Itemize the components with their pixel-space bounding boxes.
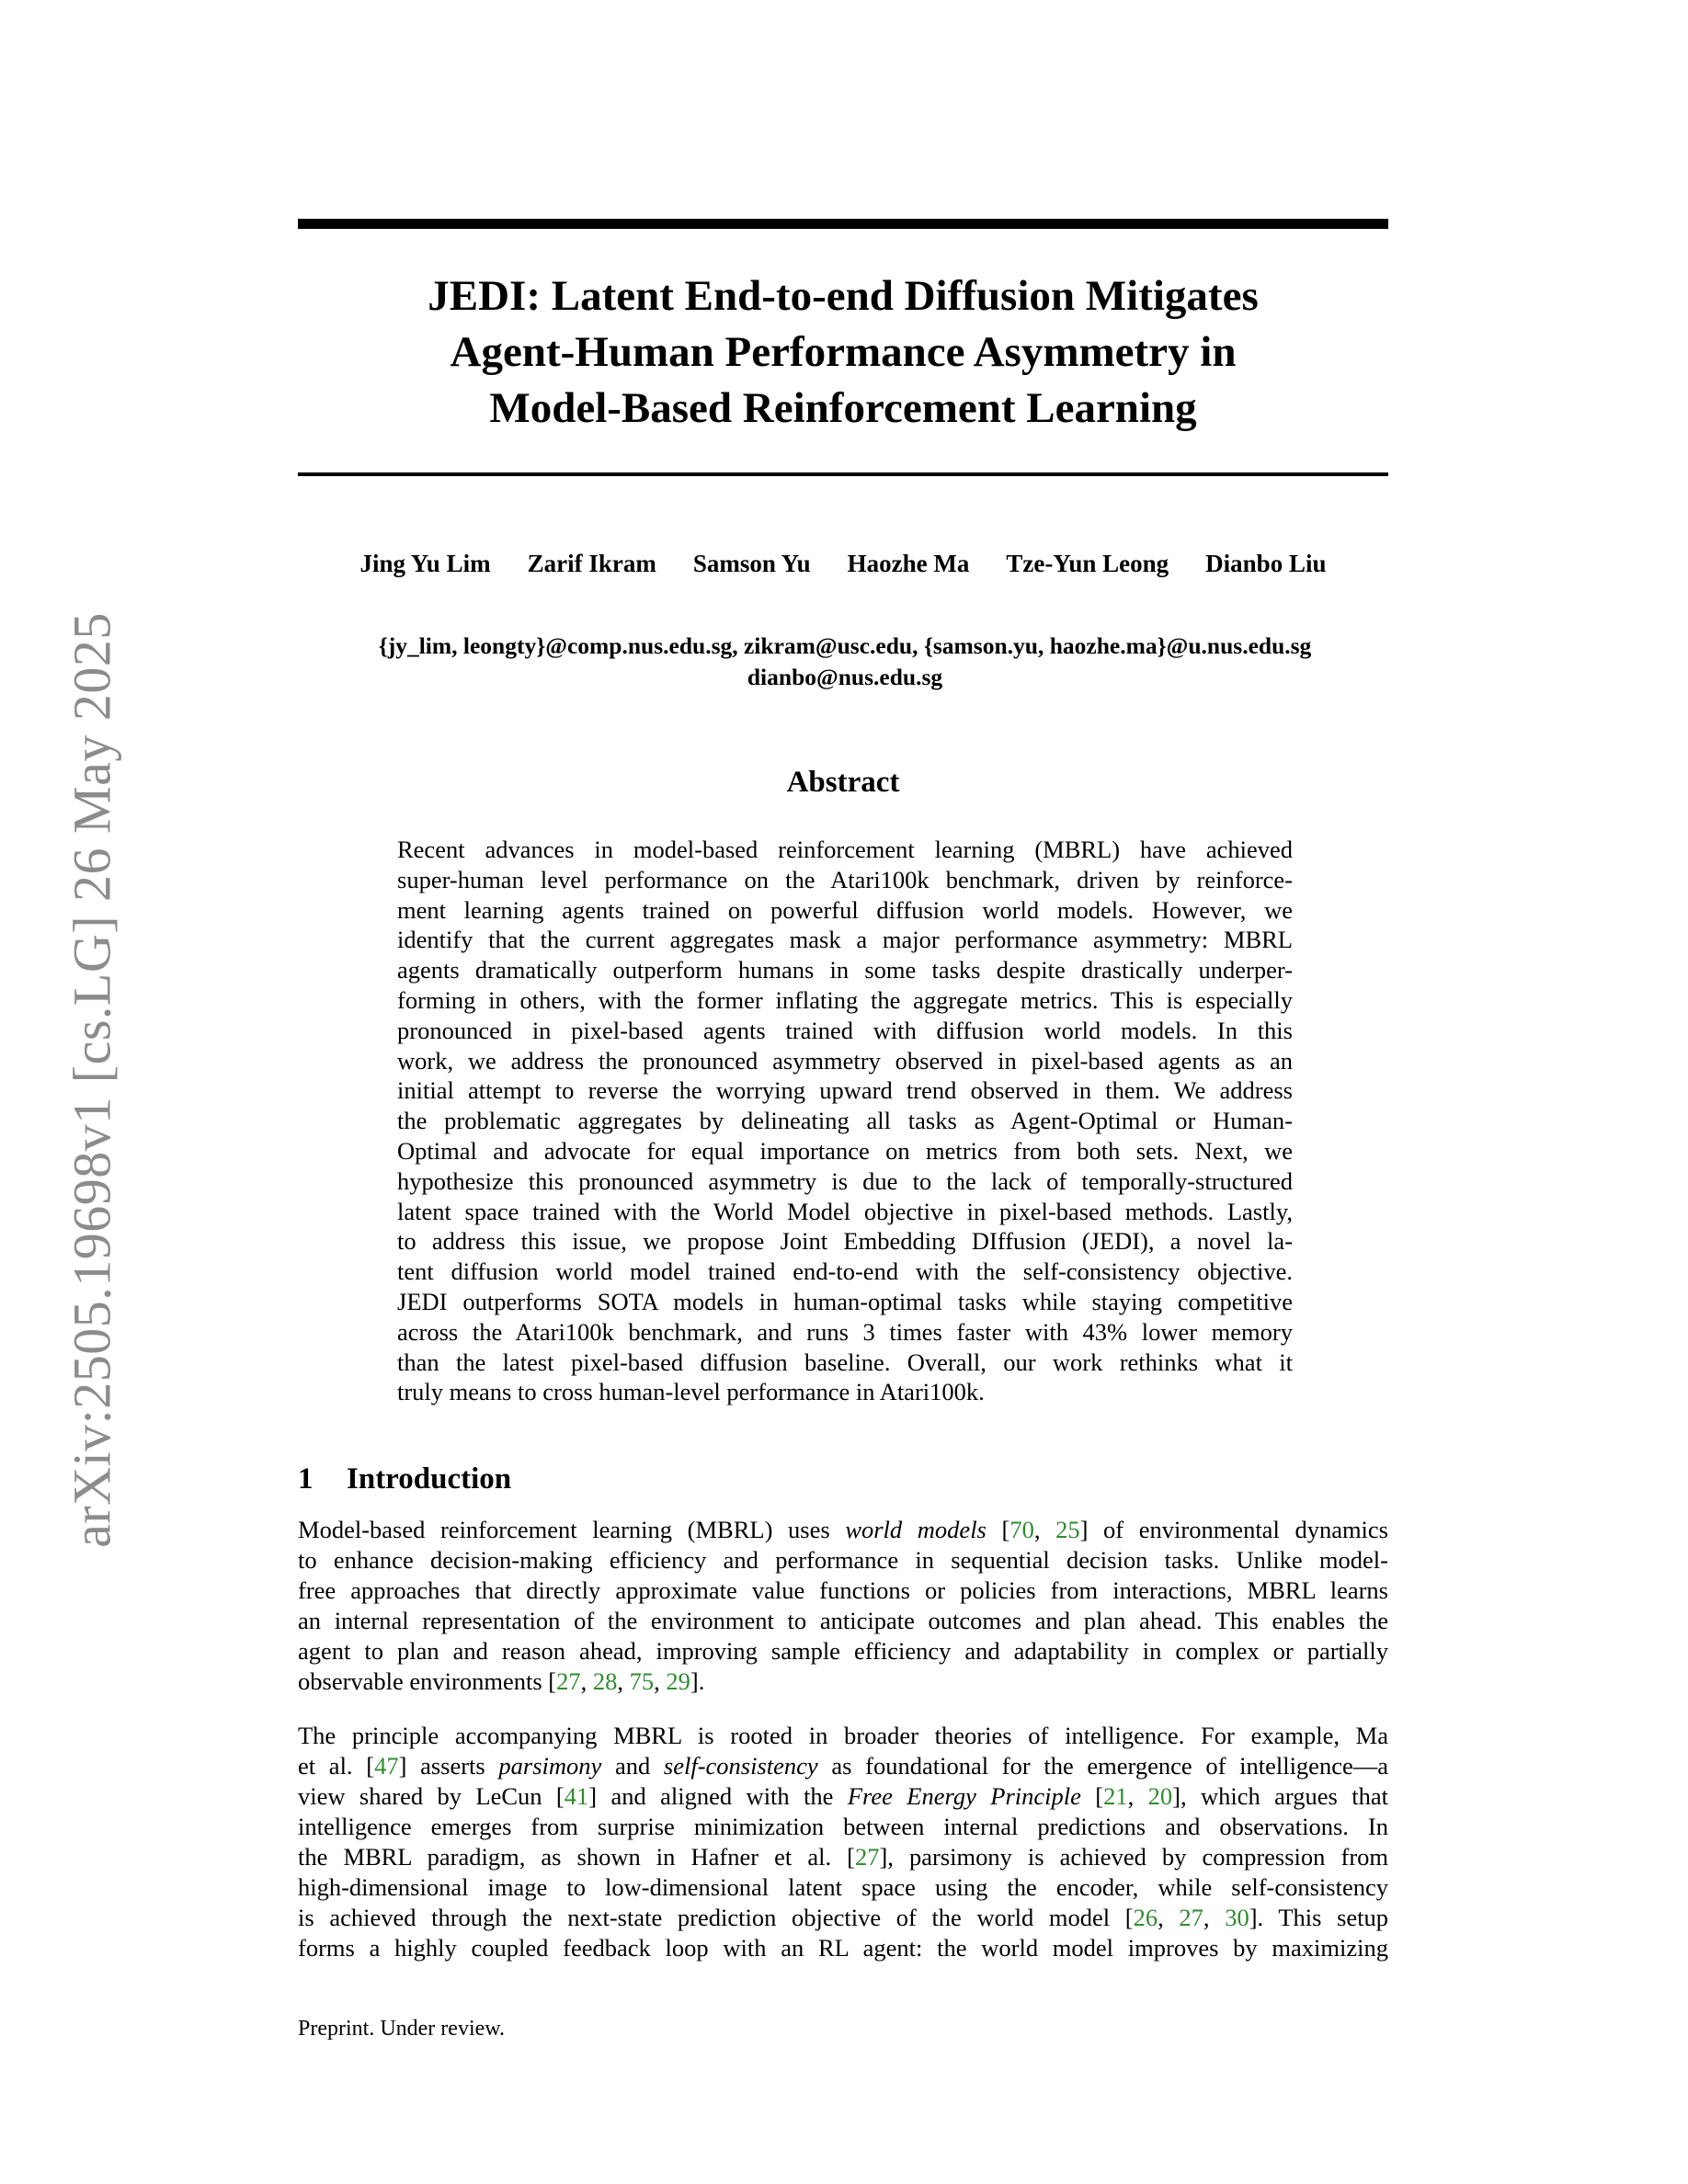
- title-line: JEDI: Latent End-to-end Diffusion Mitigates: [428, 272, 1259, 320]
- section-heading-introduction: [298, 1462, 511, 1496]
- text-line: observable environments [27, 28, 75, 29].: [298, 1667, 705, 1695]
- text-line: view shared by LeCun [41] and aligned with the Free Energy Principle [21, 20], which argues that: [298, 1782, 1388, 1810]
- citation-link[interactable]: 70: [1009, 1516, 1034, 1543]
- title-line: Agent-Human Performance Asymmetry in: [450, 328, 1237, 376]
- abstract-line: latent space trained with the World Model objective in pixel-based methods. Lastly,: [397, 1197, 1293, 1225]
- abstract-line: than the latest pixel-based diffusion baseline. Overall, our work rethinks what it: [397, 1348, 1293, 1376]
- text-line: The principle accompanying MBRL is rooted in broader theories of intelligence. For example, Ma: [298, 1722, 1388, 1749]
- abstract-line: ment learning agents trained on powerful diffusion world models. However, we: [397, 895, 1293, 924]
- citation-link[interactable]: 27: [1179, 1904, 1203, 1931]
- text-line: high-dimensional image to low-dimensional latent space using the encoder, while self-consistency: [298, 1873, 1388, 1901]
- citation-link[interactable]: 41: [564, 1782, 589, 1810]
- author-name: Dianbo Liu: [1205, 550, 1327, 577]
- section-title: Introduction: [347, 1462, 512, 1496]
- author-name: Haozhe Ma: [847, 550, 970, 577]
- abstract-heading: Abstract: [786, 766, 900, 799]
- arxiv-identifier-stamp: arXiv:2505.19698v1 [cs.LG] 26 May 2025: [62, 612, 122, 1548]
- citation-link[interactable]: 29: [666, 1667, 690, 1695]
- abstract-line: hypothesize this pronounced asymmetry is due to the lack of temporally-structured: [397, 1166, 1293, 1195]
- title-line: Model-Based Reinforcement Learning: [489, 384, 1197, 432]
- abstract-line: across the Atari100k benchmark, and runs 3 times faster with 43% lower memory: [397, 1317, 1293, 1346]
- abstract-line: Recent advances in model-based reinforcement learning (MBRL) have achieved: [397, 836, 1293, 863]
- citation-link[interactable]: 21: [1103, 1782, 1128, 1810]
- abstract-line: pronounced in pixel-based agents trained with diffusion world models. In this: [397, 1016, 1293, 1044]
- abstract-body: [397, 835, 1293, 1407]
- abstract-line: the problematic aggregates by delineating all tasks as Agent-Optimal or Human-: [397, 1107, 1293, 1135]
- author-name: Samson Yu: [692, 550, 811, 577]
- author-emails: [298, 631, 1392, 693]
- citation-link[interactable]: 27: [556, 1667, 581, 1695]
- text-line: to enhance decision-making efficiency and performance in sequential decision tasks. Unlike model-: [298, 1546, 1388, 1574]
- abstract-line: to address this issue, we propose Joint Embedding DIffusion (JEDI), a novel la-: [397, 1227, 1293, 1256]
- citation-link[interactable]: 25: [1055, 1516, 1080, 1543]
- abstract-line: work, we address the pronounced asymmetry observed in pixel-based agents as an: [397, 1046, 1293, 1075]
- footer-note: Preprint. Under review.: [298, 2017, 506, 2041]
- citation-link[interactable]: 47: [374, 1752, 399, 1780]
- author-name: Zarif Ikram: [527, 550, 656, 577]
- abstract-line: Optimal and advocate for equal importance on metrics from both sets. Next, we: [397, 1136, 1293, 1165]
- text-line: an internal representation of the environment to anticipate outcomes and plan ahead. This enables the: [298, 1607, 1388, 1634]
- paper-title: [298, 268, 1388, 437]
- abstract-line: truly means to cross human-level performance in Atari100k.: [397, 1378, 985, 1406]
- text-line: et al. [47] asserts parsimony and self-consistency as foundational for the emergence of intelligence—a: [298, 1752, 1388, 1780]
- citation-link[interactable]: 30: [1225, 1904, 1249, 1931]
- author-name: Tze-Yun Leong: [1006, 550, 1169, 577]
- title-top-rule: [298, 219, 1388, 229]
- intro-paragraph-2: [298, 1721, 1388, 1963]
- title-bottom-rule: [298, 472, 1388, 476]
- text-line: agent to plan and reason ahead, improving sample efficiency and adaptability in complex or partially: [298, 1637, 1388, 1665]
- email-line: {jy_lim, leongty}@comp.nus.edu.sg, zikram@usc.edu, {samson.yu, haozhe.ma}@u.nus.edu.sg: [378, 632, 1312, 659]
- citation-link[interactable]: 27: [854, 1843, 880, 1871]
- abstract-line: identify that the current aggregates mask a major performance asymmetry: MBRL: [397, 926, 1293, 954]
- author-list: [298, 550, 1388, 578]
- text-line: is achieved through the next-state prediction objective of the world model [26, 27, 30]. This setup: [298, 1904, 1389, 1931]
- email-line: dianbo@nus.edu.sg: [747, 664, 943, 690]
- text-line: Model-based reinforcement learning (MBRL) uses world models [70, 25] of environmental dynamics: [298, 1516, 1388, 1543]
- abstract-line: forming in others, with the former inflating the aggregate metrics. This is especially: [397, 985, 1293, 1014]
- citation-link[interactable]: 75: [629, 1667, 655, 1695]
- citation-link[interactable]: 20: [1147, 1782, 1173, 1810]
- citation-link[interactable]: 26: [1133, 1904, 1158, 1931]
- abstract-line: initial attempt to reverse the worrying upward trend observed in them. We address: [397, 1076, 1293, 1105]
- text-line: the MBRL paradigm, as shown in Hafner et al. [27], parsimony is achieved by compression from: [298, 1843, 1389, 1871]
- abstract-line: super-human level performance on the Atari100k benchmark, driven by reinforce-: [397, 865, 1293, 893]
- abstract-line: agents dramatically outperform humans in some tasks despite drastically underper-: [397, 956, 1293, 984]
- abstract-line: tent diffusion world model trained end-to-end with the self-consistency objective.: [397, 1257, 1293, 1286]
- text-line: forms a highly coupled feedback loop with an RL agent: the world model improves by maximizing: [298, 1934, 1388, 1962]
- citation-link[interactable]: 28: [592, 1667, 618, 1695]
- text-line: intelligence emerges from surprise minimization between internal predictions and observations. In: [298, 1813, 1388, 1840]
- text-line: free approaches that directly approximate value functions or policies from interactions, MBRL learns: [298, 1576, 1388, 1604]
- abstract-line: JEDI outperforms SOTA models in human-optimal tasks while staying competitive: [397, 1287, 1293, 1315]
- intro-paragraph-1: [298, 1515, 1388, 1697]
- author-name: Jing Yu Lim: [359, 550, 491, 577]
- section-number: 1: [298, 1462, 314, 1496]
